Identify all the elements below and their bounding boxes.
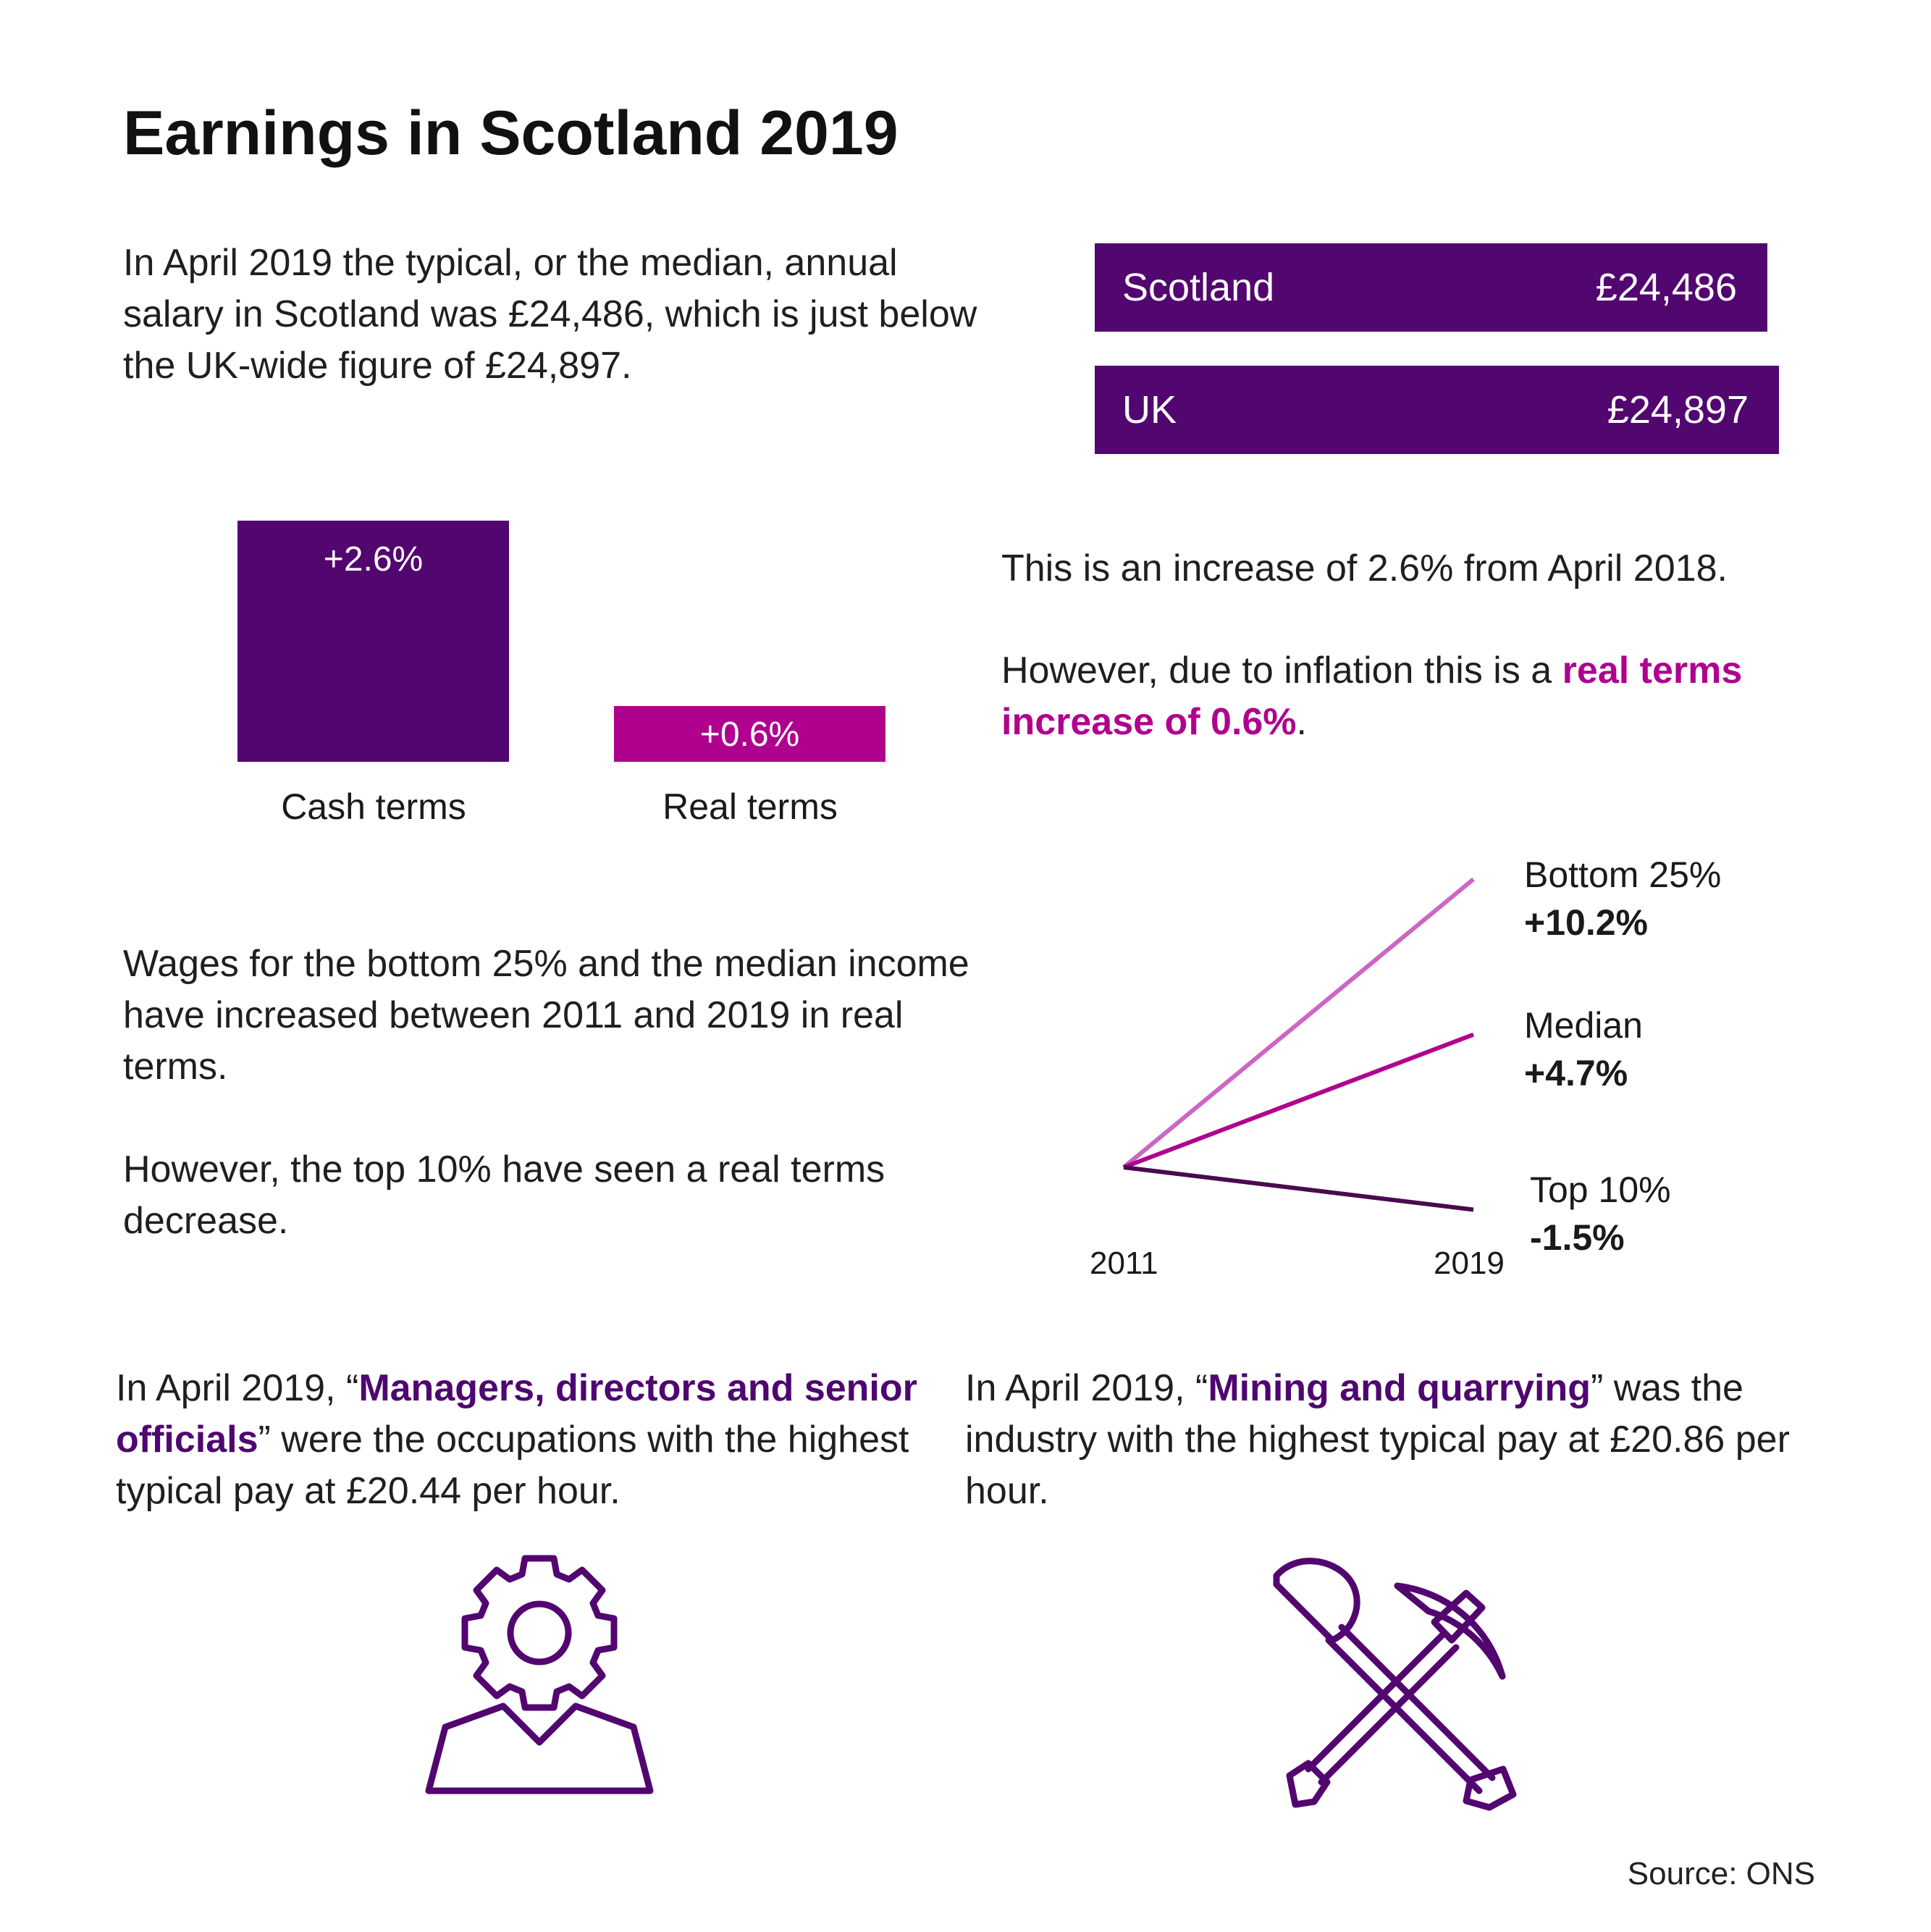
salary-bar-label: UK [1122,388,1177,432]
wages-line: terms. [123,1046,228,1088]
source-note: Source: ONS [1627,1856,1815,1891]
person-gear-icon [413,1550,666,1803]
salary-bar-label: Scotland [1122,266,1275,309]
increase-line: This is an increase of 2.6% from April 2018. [1001,547,1728,589]
salary-bar-value: £24,897 [1607,388,1749,432]
increase-text: However, due to inflation this is a [1001,650,1562,692]
industry-text: ” was the [1590,1367,1743,1409]
x-axis-label: 2011 [1090,1246,1158,1281]
category-label: Cash terms [281,786,466,827]
wages-line: However, the top 10% have seen a real terms [123,1148,885,1190]
series-change: +4.7% [1524,1053,1628,1093]
occupation-text: In April 2019, “ [116,1367,359,1409]
series-label-bottom-25 [1524,851,1721,946]
occupation-line: typical pay at £20.44 per hour. [116,1470,620,1512]
wages-line: Wages for the bottom 25% and the median income [123,943,969,985]
series-name: Bottom 25% [1524,854,1722,895]
occupation-line [116,1363,970,1414]
occupation-highlight: Managers, directors and senior [358,1367,917,1409]
increase-text: . [1296,701,1307,743]
industry-line: industry with the highest typical pay at £20.86 per [965,1419,1790,1461]
x-axis-label: 2019 [1434,1246,1505,1281]
occupation-highlight: officials [116,1419,258,1461]
real-terms-highlight: increase of 0.6% [1001,701,1297,743]
real-terms-highlight: real terms [1562,650,1743,692]
industry-text: In April 2019, “ [965,1367,1208,1409]
series-name: Top 10% [1530,1169,1671,1210]
series-change: -1.5% [1530,1217,1625,1258]
industry-paragraph [965,1363,1870,1517]
wages-line: have increased between 2011 and 2019 in real [123,994,904,1036]
occupation-line [116,1414,970,1466]
bar-value-label: +0.6% [699,715,800,754]
series-line [1124,879,1473,1167]
intro-line: the UK-wide figure of £24,897. [123,345,632,387]
wages-line: decrease. [123,1200,289,1242]
series-label-median [1524,1001,1643,1097]
salary-bar-value: £24,486 [1595,266,1737,309]
series-line [1124,1167,1473,1210]
bar-value-label: +2.6% [323,540,424,579]
series-change: +10.2% [1524,902,1648,943]
industry-line [965,1363,1870,1414]
category-label: Real terms [662,786,838,827]
industry-highlight: Mining and quarrying [1208,1367,1591,1409]
series-line [1124,1035,1473,1167]
shovel-pickaxe-icon [1256,1550,1531,1818]
series-label-top-10 [1530,1166,1671,1261]
industry-line: hour. [965,1470,1049,1512]
intro-line: In April 2019 the typical, or the median, annual [123,242,898,284]
intro-line: salary in Scotland was £24,486, which is just below [123,293,977,335]
series-name: Median [1524,1005,1643,1046]
occupation-text: ” were the occupations with the highest [258,1419,909,1461]
occupation-paragraph [116,1363,970,1517]
page-title: Earnings in Scotland 2019 [123,98,899,168]
